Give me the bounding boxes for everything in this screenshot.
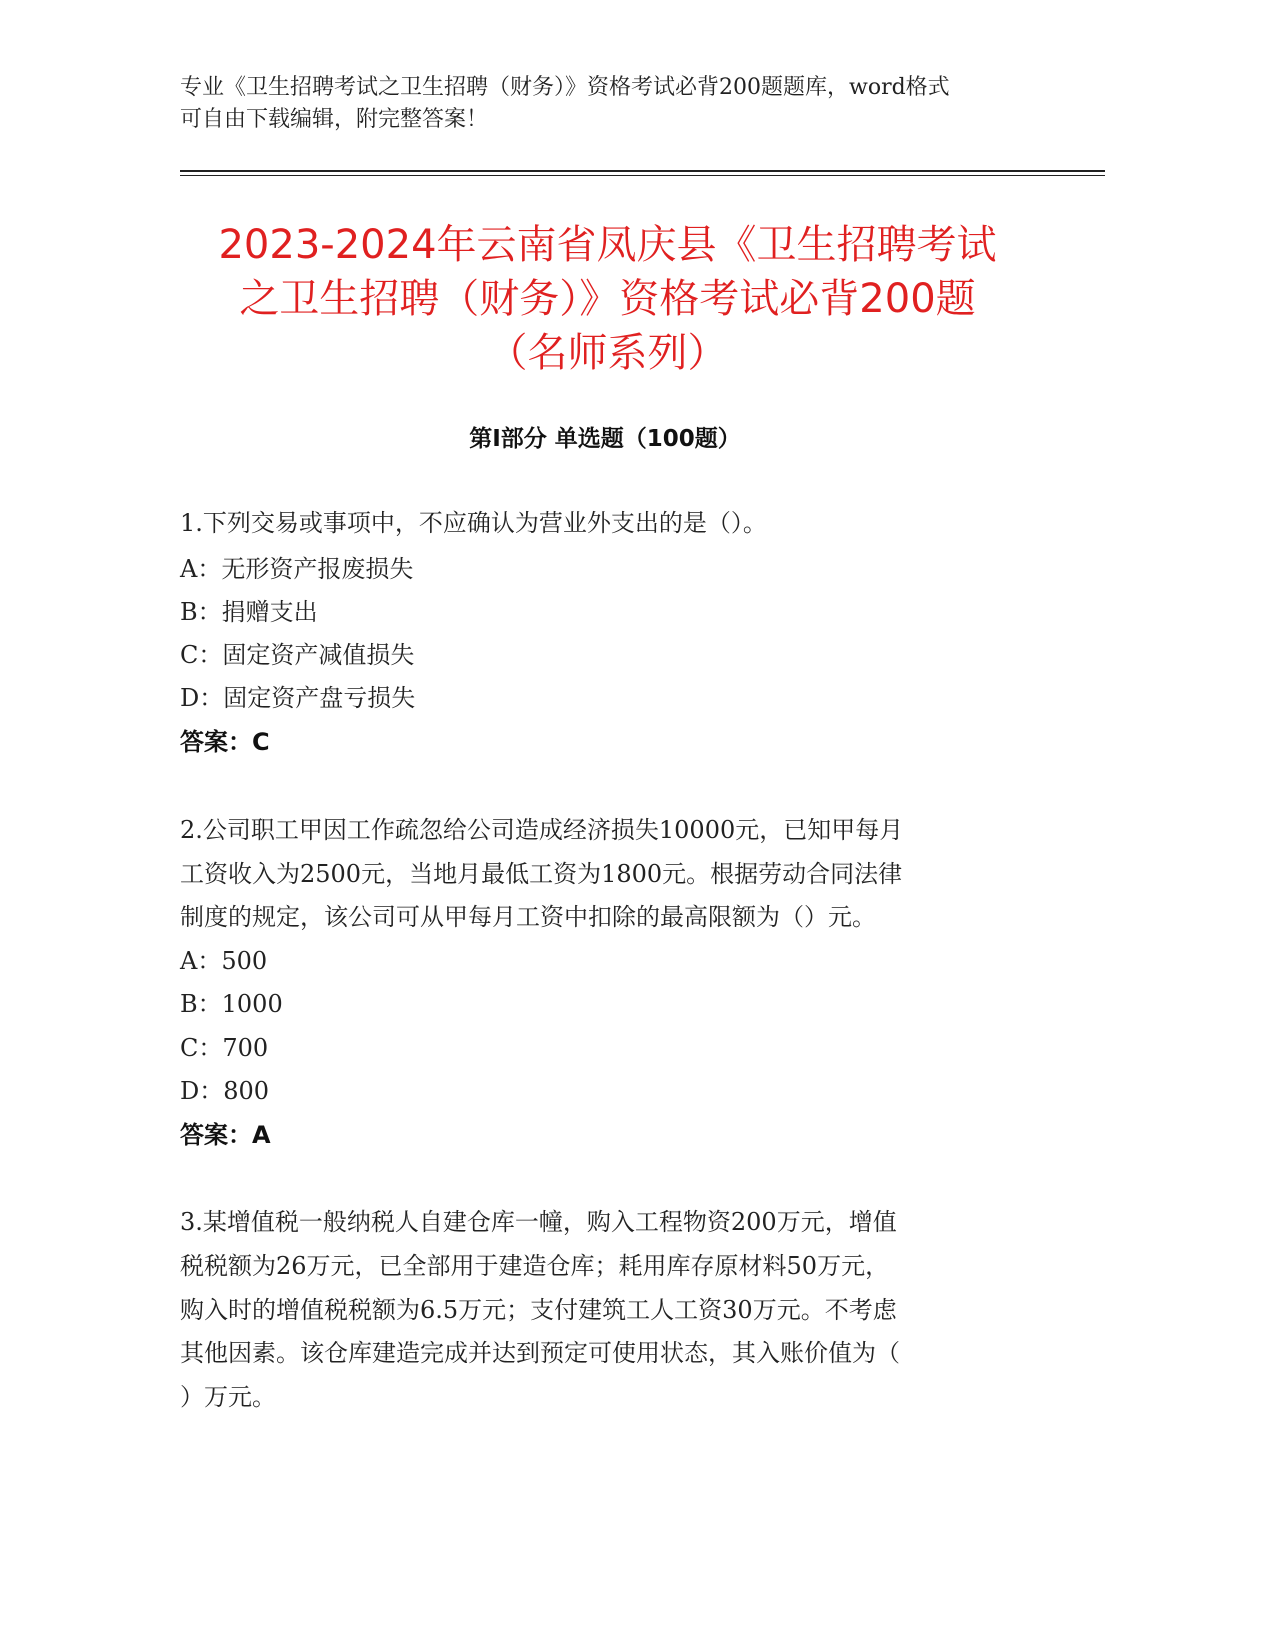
answer-option: A：500 [180, 947, 268, 975]
question-stem: ）万元。 [180, 1383, 276, 1411]
answer-key: 答案：A [180, 1121, 271, 1149]
answer-key: 答案：C [180, 728, 270, 756]
answer-option: C：700 [180, 1034, 269, 1062]
answer-option: D：固定资产盘亏损失 [180, 684, 416, 712]
answer-option: A：无形资产报废损失 [180, 555, 414, 583]
answer-option: C：固定资产减值损失 [180, 641, 415, 669]
header-note-line: 专业《卫生招聘考试之卫生招聘（财务）》资格考试必背200题题库，word格式 [180, 75, 950, 100]
answer-option: B：1000 [180, 990, 283, 1018]
header-divider-thin [180, 175, 1105, 176]
question-stem: 2.公司职工甲因工作疏忽给公司造成经济损失10000元，已知甲每月 [180, 816, 904, 844]
document-title [150, 218, 1065, 380]
question-stem: 制度的规定，该公司可从甲每月工资中扣除的最高限额为（）元。 [180, 903, 876, 931]
question-stem: 其他因素。该仓库建造完成并达到预定可使用状态，其入账价值为（ [180, 1339, 900, 1367]
header-note [180, 72, 1060, 136]
question-stem: 税税额为26万元，已全部用于建造仓库；耗用库存原材料50万元， [180, 1252, 890, 1280]
title-line: （名师系列） [487, 330, 728, 376]
title-line: 之卫生招聘（财务）》资格考试必背200题 [239, 276, 976, 322]
answer-option: D：800 [180, 1077, 270, 1105]
question-stem: 1.下列交易或事项中，不应确认为营业外支出的是（）。 [180, 509, 767, 537]
title-line: 2023-2024年云南省凤庆县《卫生招聘考试 [218, 222, 997, 268]
question-stem: 购入时的增值税税额为6.5万元；支付建筑工人工资30万元。不考虑 [180, 1296, 897, 1324]
answer-option: B：捐赠支出 [180, 598, 318, 626]
section-heading: 第Ⅰ部分 单选题（100题） [469, 426, 741, 452]
question-stem: 3.某增值税一般纳税人自建仓库一幢，购入工程物资200万元，增值 [180, 1208, 897, 1236]
header-note-line: 可自由下载编辑，附完整答案！ [180, 107, 489, 132]
header-divider [180, 170, 1105, 172]
question-stem: 工资收入为2500元，当地月最低工资为1800元。根据劳动合同法律 [180, 860, 903, 888]
